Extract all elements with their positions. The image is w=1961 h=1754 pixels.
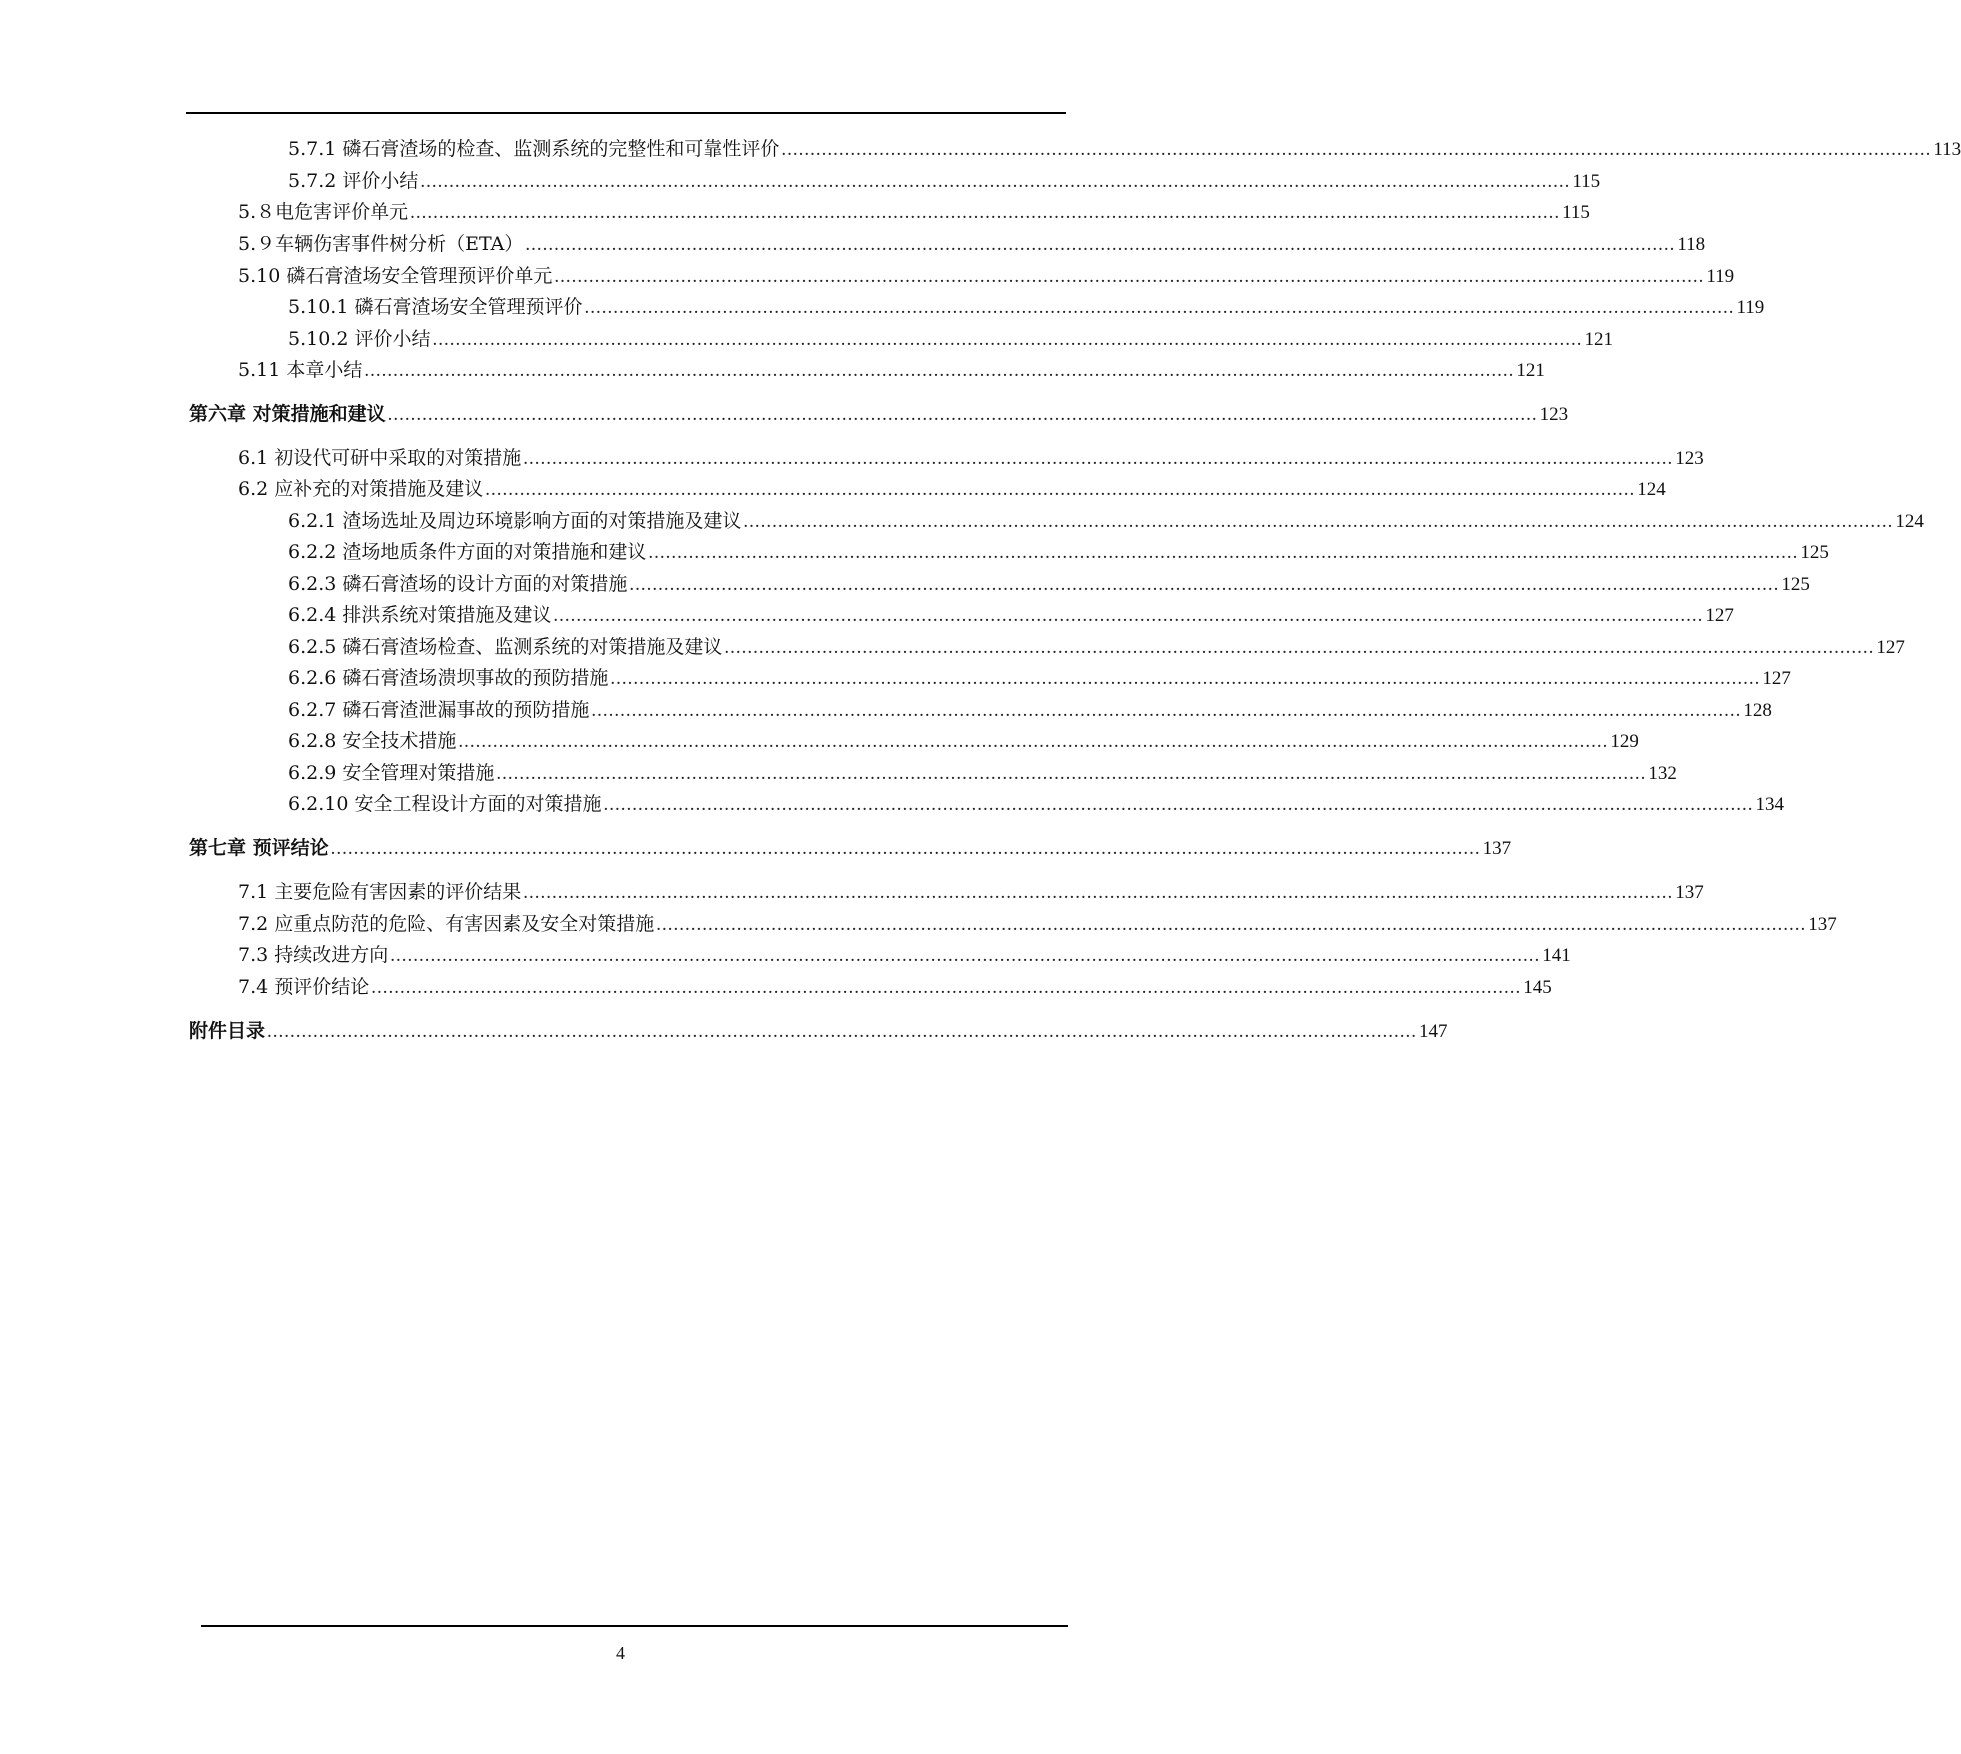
toc-entry-title: 7.3 持续改进方向 xyxy=(238,944,389,966)
toc-entry-page: 137 xyxy=(1675,882,1704,903)
toc-entry-page: 115 xyxy=(1562,202,1590,223)
toc-leader-dots: ........................................................................................................................................................................................................ xyxy=(410,202,1561,223)
toc-entry-page: 129 xyxy=(1610,731,1639,752)
toc-leader-dots: ........................................................................................................................................................................................................ xyxy=(330,838,1481,859)
toc-entry-title: 6.2.2 渣场地质条件方面的对策措施和建议 xyxy=(288,541,647,563)
toc-entry-page: 113 xyxy=(1933,139,1961,160)
toc-entry-page: 137 xyxy=(1482,838,1512,859)
toc-entry-page: 119 xyxy=(1736,297,1765,318)
toc-leader-dots: ........................................................................................................................................................................................................ xyxy=(267,1021,1418,1042)
toc-entry[interactable] xyxy=(288,137,1961,162)
toc-entry[interactable] xyxy=(238,975,1552,1000)
toc-entry[interactable] xyxy=(288,572,1810,597)
toc-leader-dots: ........................................................................................................................................................................................................ xyxy=(371,977,1522,998)
toc-entry-title: 5.7.2 评价小结 xyxy=(288,170,419,192)
toc-leader-dots: ........................................................................................................................................................................................................ xyxy=(387,404,1538,425)
toc-entry-title: 5.11 本章小结 xyxy=(238,359,363,381)
toc-entry[interactable] xyxy=(189,402,1569,427)
toc-entry-title: 6.2.4 排洪系统对策措施及建议 xyxy=(288,604,552,626)
toc-entry-page: 121 xyxy=(1516,360,1545,381)
toc-entry-page: 141 xyxy=(1542,945,1571,966)
toc-leader-dots: ........................................................................................................................................................................................................ xyxy=(591,700,1742,721)
toc-leader-dots: ........................................................................................................................................................................................................ xyxy=(420,171,1571,192)
toc-entry[interactable] xyxy=(288,540,1829,565)
toc-entry-page: 145 xyxy=(1523,977,1552,998)
toc-entry-page: 128 xyxy=(1743,700,1772,721)
toc-entry-page: 125 xyxy=(1781,574,1810,595)
toc-entry-page: 124 xyxy=(1637,479,1666,500)
toc-entry[interactable] xyxy=(288,698,1772,723)
toc-entry[interactable] xyxy=(238,880,1704,905)
toc-entry[interactable] xyxy=(238,943,1571,968)
toc-entry[interactable] xyxy=(238,912,1837,937)
toc-entry-title: 第六章 对策措施和建议 xyxy=(189,403,386,425)
toc-entry-page: 123 xyxy=(1675,448,1704,469)
toc-leader-dots: ........................................................................................................................................................................................................ xyxy=(724,637,1875,658)
toc-leader-dots: ........................................................................................................................................................................................................ xyxy=(584,297,1735,318)
toc-entry-title: 6.2.9 安全管理对策措施 xyxy=(288,762,495,784)
toc-entry-title: 7.2 应重点防范的危险、有害因素及安全对策措施 xyxy=(238,913,655,935)
footer-rule xyxy=(201,1625,1068,1627)
toc-entry-page: 137 xyxy=(1808,914,1837,935)
toc-entry-title: 第七章 预评结论 xyxy=(189,837,329,859)
toc-entry-page: 115 xyxy=(1572,171,1601,192)
toc-leader-dots: ........................................................................................................................................................................................................ xyxy=(458,731,1609,752)
toc-entry[interactable] xyxy=(238,477,1666,502)
toc-entry-title: 6.2.3 磷石膏渣场的设计方面的对策措施 xyxy=(288,573,628,595)
toc-entry-title: 5.８电危害评价单元 xyxy=(238,201,409,223)
toc-entry[interactable] xyxy=(288,295,1765,320)
toc-leader-dots: ........................................................................................................................................................................................................ xyxy=(648,542,1799,563)
toc-entry-title: 6.2.1 渣场选址及周边环境影响方面的对策措施及建议 xyxy=(288,510,742,532)
toc-leader-dots: ........................................................................................................................................................................................................ xyxy=(629,574,1780,595)
toc-entry-page: 132 xyxy=(1648,763,1677,784)
toc-entry[interactable] xyxy=(189,1019,1448,1044)
toc-entry[interactable] xyxy=(288,327,1613,352)
toc-entry-page: 147 xyxy=(1419,1021,1448,1042)
toc-leader-dots: ........................................................................................................................................................................................................ xyxy=(390,945,1541,966)
toc-leader-dots: ........................................................................................................................................................................................................ xyxy=(432,329,1583,350)
toc-entry-page: 125 xyxy=(1800,542,1829,563)
toc-entry-title: 6.2 应补充的对策措施及建议 xyxy=(238,478,484,500)
toc-entry[interactable] xyxy=(238,264,1735,289)
toc-leader-dots: ........................................................................................................................................................................................................ xyxy=(485,479,1636,500)
toc-entry[interactable] xyxy=(238,358,1545,383)
toc-leader-dots: ........................................................................................................................................................................................................ xyxy=(656,914,1807,935)
toc-entry[interactable] xyxy=(288,635,1905,660)
toc-leader-dots: ........................................................................................................................................................................................................ xyxy=(743,511,1894,532)
toc-entry[interactable] xyxy=(288,169,1601,194)
toc-leader-dots: ........................................................................................................................................................................................................ xyxy=(610,668,1761,689)
toc-entry-title: 5.10.1 磷石膏渣场安全管理预评价 xyxy=(288,296,583,318)
toc-leader-dots: ........................................................................................................................................................................................................ xyxy=(525,234,1676,255)
toc-entry-title: 5.10 磷石膏渣场安全管理预评价单元 xyxy=(238,265,553,287)
toc-leader-dots: ........................................................................................................................................................................................................ xyxy=(523,882,1674,903)
toc-entry[interactable] xyxy=(288,666,1791,691)
toc-leader-dots: ........................................................................................................................................................................................................ xyxy=(554,266,1705,287)
toc-entry-title: 5.7.1 磷石膏渣场的检查、监测系统的完整性和可靠性评价 xyxy=(288,138,780,160)
toc-entry[interactable] xyxy=(288,509,1924,534)
toc-leader-dots: ........................................................................................................................................................................................................ xyxy=(603,794,1754,815)
toc-entry-page: 127 xyxy=(1876,637,1905,658)
toc-entry-page: 118 xyxy=(1677,234,1706,255)
toc-entry-title: 6.2.6 磷石膏渣场溃坝事故的预防措施 xyxy=(288,667,609,689)
toc-entry-page: 134 xyxy=(1755,794,1784,815)
toc-entry-title: 5.10.2 评价小结 xyxy=(288,328,431,350)
toc-entry[interactable] xyxy=(288,792,1784,817)
toc-entry[interactable] xyxy=(238,232,1706,257)
toc-entry-page: 121 xyxy=(1584,329,1613,350)
toc-leader-dots: ........................................................................................................................................................................................................ xyxy=(553,605,1704,626)
toc-entry-title: 6.2.10 安全工程设计方面的对策措施 xyxy=(288,793,602,815)
toc-entry-title: 6.1 初设代可研中采取的对策措施 xyxy=(238,447,522,469)
toc-entry-title: 5.９车辆伤害事件树分析（ETA） xyxy=(238,233,524,255)
toc-entry[interactable] xyxy=(238,446,1704,471)
toc-entry-title: 附件目录 xyxy=(189,1020,266,1042)
toc-entry[interactable] xyxy=(288,729,1639,754)
toc-entry[interactable] xyxy=(288,761,1677,786)
toc-entry-page: 119 xyxy=(1706,266,1735,287)
toc-entry-page: 127 xyxy=(1705,605,1734,626)
toc-entry-title: 6.2.8 安全技术措施 xyxy=(288,730,457,752)
toc-leader-dots: ........................................................................................................................................................................................................ xyxy=(781,139,1932,160)
toc-leader-dots: ........................................................................................................................................................................................................ xyxy=(496,763,1647,784)
toc-entry-title: 6.2.5 磷石膏渣场检查、监测系统的对策措施及建议 xyxy=(288,636,723,658)
toc-entry[interactable] xyxy=(238,200,1590,225)
toc-entry-page: 124 xyxy=(1895,511,1924,532)
toc-entry-title: 6.2.7 磷石膏渣泄漏事故的预防措施 xyxy=(288,699,590,721)
toc-leader-dots: ........................................................................................................................................................................................................ xyxy=(523,448,1674,469)
toc-entry-page: 123 xyxy=(1539,404,1569,425)
toc-entry[interactable] xyxy=(189,836,1512,861)
toc-entry[interactable] xyxy=(288,603,1734,628)
toc-entry-page: 127 xyxy=(1762,668,1791,689)
toc-leader-dots: ........................................................................................................................................................................................................ xyxy=(364,360,1515,381)
toc-entry-title: 7.1 主要危险有害因素的评价结果 xyxy=(238,881,522,903)
page-number: 4 xyxy=(616,1643,625,1663)
toc-entry-title: 7.4 预评价结论 xyxy=(238,976,370,998)
